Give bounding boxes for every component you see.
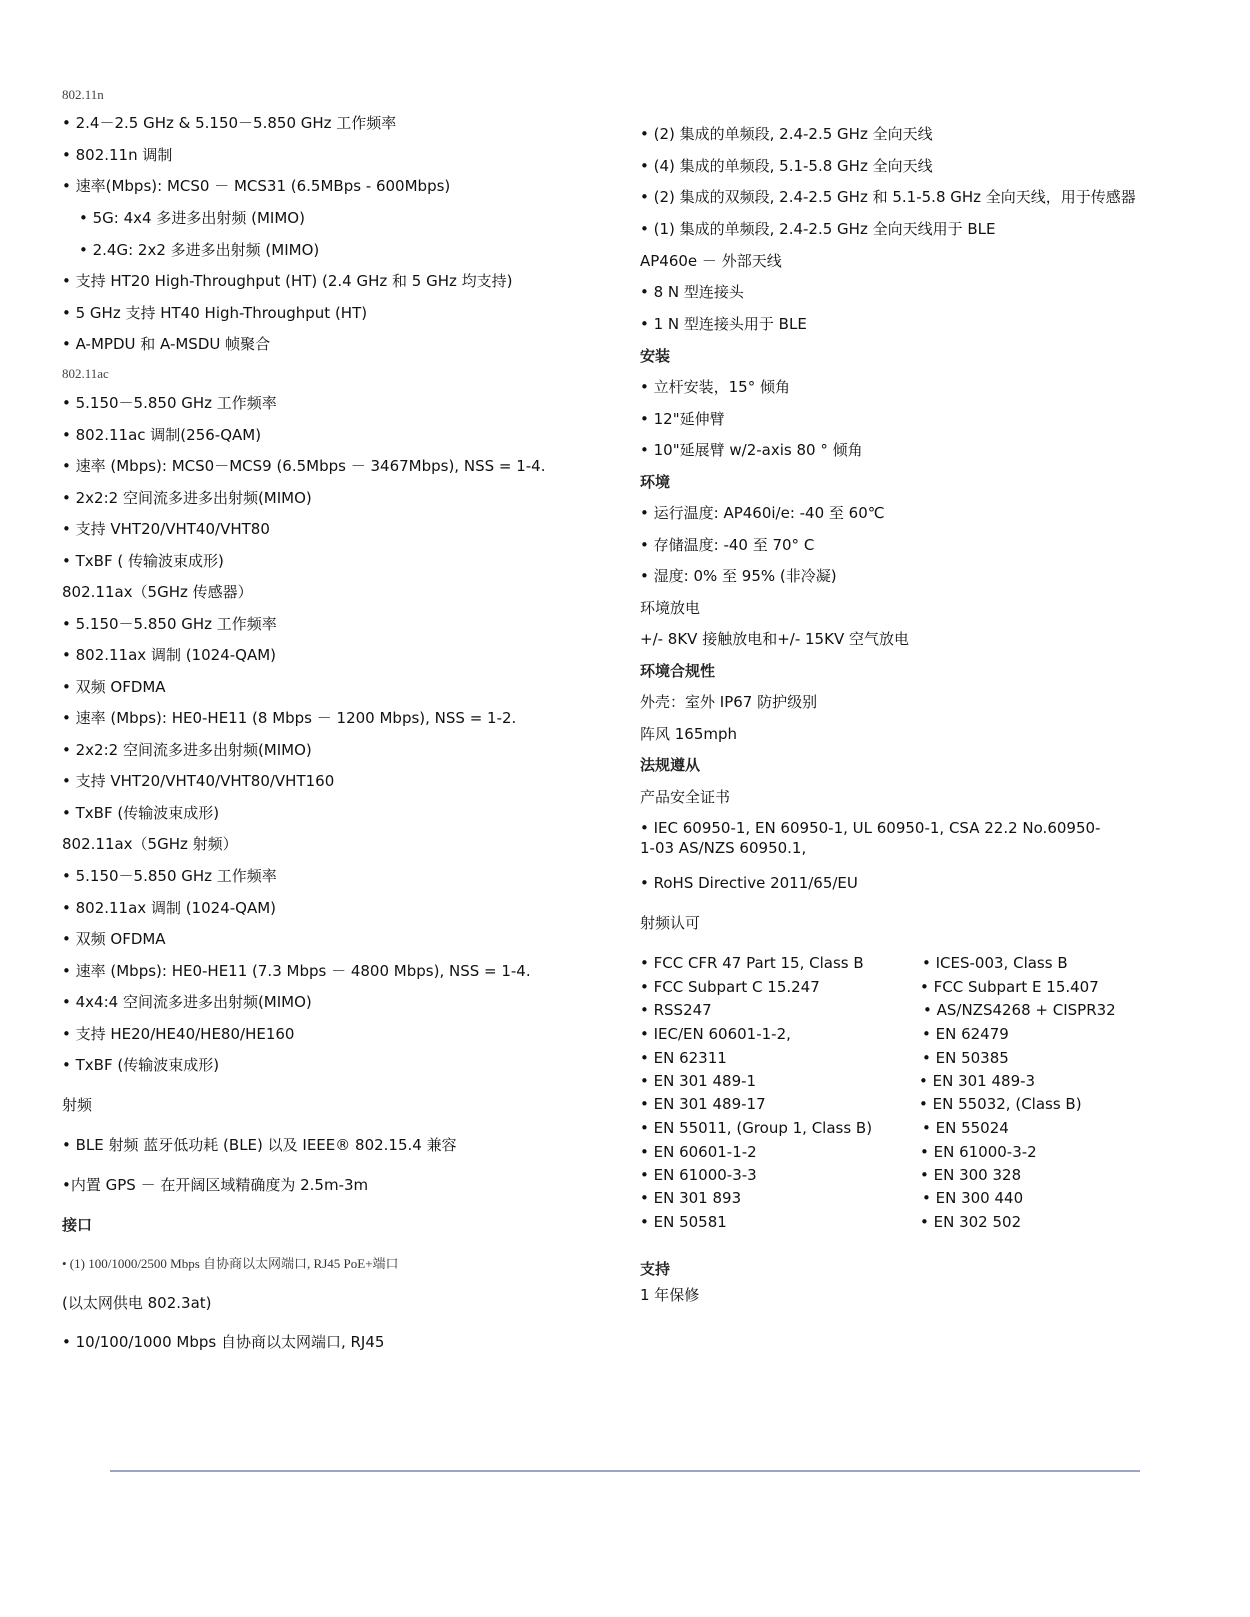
spec-line: • (2) 集成的单频段, 2.4-2.5 GHz 全向天线 bbox=[640, 125, 933, 143]
rf-item: • EN 50385 bbox=[922, 1049, 1009, 1067]
spec-line: • 速率 (Mbps): HE0-HE11 (7.3 Mbps － 4800 Mbps), NSS = 1-4. bbox=[62, 962, 531, 980]
spec-line: • 立杆安装，15° 倾角 bbox=[640, 378, 790, 396]
rf-item: • FCC CFR 47 Part 15, Class B bbox=[640, 954, 864, 972]
section-heading-regulatory: 法规遵从 bbox=[640, 756, 701, 774]
section-label-80211n: 802.11n bbox=[62, 87, 104, 102]
spec-line: +/- 8KV 接触放电和+/- 15KV 空气放电 bbox=[640, 630, 909, 648]
spec-line: • 5.150－5.850 GHz 工作频率 bbox=[62, 615, 277, 633]
spec-line: • 802.11ax 调制 (1024-QAM) bbox=[62, 646, 277, 664]
section-heading-mounting: 安装 bbox=[640, 347, 671, 365]
spec-line: (以太网供电 802.3at) bbox=[62, 1294, 212, 1312]
spec-subline: • 5G: 4x4 多进多出射频 (MIMO) bbox=[79, 209, 305, 227]
rf-item: • RSS247 bbox=[640, 1001, 712, 1019]
section-label-radio: 射频 bbox=[62, 1096, 93, 1114]
section-heading-environment: 环境 bbox=[640, 473, 671, 491]
spec-line: 阵风 165mph bbox=[640, 725, 738, 743]
rf-item: • FCC Subpart E 15.407 bbox=[920, 978, 1099, 996]
rf-item: • EN 301 489-3 bbox=[919, 1072, 1036, 1090]
rf-item: • EN 300 328 bbox=[920, 1166, 1022, 1184]
spec-line: • TxBF (传输波束成形) bbox=[62, 804, 220, 822]
spec-line: • BLE 射频 蓝牙低功耗 (BLE) 以及 IEEE® 802.15.4 兼容 bbox=[62, 1136, 457, 1154]
rf-item: • AS/NZS4268 + CISPR32 bbox=[923, 1001, 1116, 1019]
subheading-rf-approvals: 射频认可 bbox=[640, 914, 701, 932]
rf-item: • EN 61000-3-3 bbox=[640, 1166, 757, 1184]
spec-line: • 2x2:2 空间流多进多出射频(MIMO) bbox=[62, 489, 312, 507]
spec-line: • 802.11ac 调制(256-QAM) bbox=[62, 426, 262, 444]
rf-item: • IEC/EN 60601-1-2, bbox=[640, 1025, 791, 1043]
rf-item: • EN 61000-3-2 bbox=[920, 1143, 1037, 1161]
rf-item: • EN 301 489-17 bbox=[640, 1095, 766, 1113]
section-heading-interfaces: 接口 bbox=[62, 1216, 93, 1234]
spec-line: • 速率 (Mbps): MCS0－MCS9 (6.5Mbps － 3467Mbps), NSS = 1-4. bbox=[62, 457, 546, 475]
spec-line: • 存储温度: -40 至 70° C bbox=[640, 536, 815, 554]
rf-item: • EN 55032, (Class B) bbox=[919, 1095, 1082, 1113]
rf-item: • EN 55024 bbox=[922, 1119, 1009, 1137]
spec-line: • 2x2:2 空间流多进多出射频(MIMO) bbox=[62, 741, 312, 759]
spec-line: • 5 GHz 支持 HT40 High-Throughput (HT) bbox=[62, 304, 368, 322]
spec-line: • 支持 HT20 High-Throughput (HT) (2.4 GHz 和 5 GHz 均支持) bbox=[62, 272, 513, 290]
rf-item: • EN 301 489-1 bbox=[640, 1072, 757, 1090]
spec-line: • 双频 OFDMA bbox=[62, 678, 166, 696]
subheading-ap460e: AP460e － 外部天线 bbox=[640, 252, 782, 270]
spec-line: •内置 GPS － 在开阔区域精确度为 2.5m-3m bbox=[62, 1176, 369, 1194]
spec-line: • TxBF ( 传输波束成形) bbox=[62, 552, 224, 570]
spec-line: • (4) 集成的单频段, 5.1-5.8 GHz 全向天线 bbox=[640, 157, 933, 175]
spec-line: • 2.4－2.5 GHz & 5.150－5.850 GHz 工作频率 bbox=[62, 114, 397, 132]
spec-line: • (2) 集成的双频段, 2.4-2.5 GHz 和 5.1-5.8 GHz 全向天线，用于传感器 bbox=[640, 188, 1136, 206]
rf-item: • EN 55011, (Group 1, Class B) bbox=[640, 1119, 873, 1137]
subheading-safety: 产品安全证书 bbox=[640, 788, 731, 806]
spec-line: • 10"延展臂 w/2-axis 80 ° 倾角 bbox=[640, 441, 863, 459]
spec-line: • 支持 VHT20/VHT40/VHT80 bbox=[62, 520, 270, 538]
section-label-80211ax-sensor: 802.11ax（5GHz 传感器） bbox=[62, 583, 253, 601]
rf-item: • EN 62311 bbox=[640, 1049, 727, 1067]
rf-item: • FCC Subpart C 15.247 bbox=[640, 978, 820, 996]
spec-line: • 10/100/1000 Mbps 自协商以太网端口, RJ45 bbox=[62, 1333, 385, 1351]
spec-line: 外壳：室外 IP67 防护级别 bbox=[640, 693, 818, 711]
rf-item: • EN 301 893 bbox=[640, 1189, 742, 1207]
footer-divider bbox=[110, 1470, 1140, 1472]
spec-line: • A-MPDU 和 A-MSDU 帧聚合 bbox=[62, 335, 271, 353]
spec-line: • (1) 集成的单频段, 2.4-2.5 GHz 全向天线用于 BLE bbox=[640, 220, 996, 238]
rf-item: • ICES-003, Class B bbox=[922, 954, 1068, 972]
spec-line: • RoHS Directive 2011/65/EU bbox=[640, 874, 858, 892]
subheading-discharge: 环境放电 bbox=[640, 599, 701, 617]
spec-line: • 速率(Mbps): MCS0 － MCS31 (6.5MBps - 600Mbps) bbox=[62, 177, 451, 195]
rf-item: • EN 50581 bbox=[640, 1213, 727, 1231]
spec-line: • (1) 100/1000/2500 Mbps 自协商以太网端口, RJ45 PoE+端口 bbox=[62, 1256, 399, 1271]
spec-subline: • 2.4G: 2x2 多进多出射频 (MIMO) bbox=[79, 241, 320, 259]
section-label-80211ax-radio: 802.11ax（5GHz 射频） bbox=[62, 835, 238, 853]
section-heading-support: 支持 bbox=[640, 1260, 671, 1278]
spec-line: • 4x4:4 空间流多进多出射频(MIMO) bbox=[62, 993, 312, 1011]
spec-line: • 802.11ax 调制 (1024-QAM) bbox=[62, 899, 277, 917]
spec-line: • 12"延伸臂 bbox=[640, 410, 725, 428]
spec-line-safety-standards: • IEC 60950-1, EN 60950-1, UL 60950-1, CSA 22.2 No.60950-1-03 AS/NZS 60950.1, bbox=[640, 819, 1101, 857]
spec-line: • 双频 OFDMA bbox=[62, 930, 166, 948]
spec-line: • 湿度: 0% 至 95% (非冷凝) bbox=[640, 567, 837, 585]
spec-line: • TxBF (传输波束成形) bbox=[62, 1056, 220, 1074]
spec-line: • 1 N 型连接头用于 BLE bbox=[640, 315, 807, 333]
rf-item: • EN 302 502 bbox=[920, 1213, 1022, 1231]
rf-item: • EN 300 440 bbox=[922, 1189, 1024, 1207]
spec-line: • 速率 (Mbps): HE0-HE11 (8 Mbps － 1200 Mbps), NSS = 1-2. bbox=[62, 709, 517, 727]
spec-line: • 5.150－5.850 GHz 工作频率 bbox=[62, 867, 277, 885]
spec-line: • 5.150－5.850 GHz 工作频率 bbox=[62, 394, 277, 412]
rf-item: • EN 62479 bbox=[922, 1025, 1009, 1043]
spec-line: • 8 N 型连接头 bbox=[640, 283, 744, 301]
section-heading-env-compliance: 环境合规性 bbox=[640, 662, 716, 680]
spec-line: • 运行温度: AP460i/e: -40 至 60℃ bbox=[640, 504, 885, 522]
spec-line: • 支持 VHT20/VHT40/VHT80/VHT160 bbox=[62, 772, 335, 790]
spec-line: • 802.11n 调制 bbox=[62, 146, 173, 164]
rf-item: • EN 60601-1-2 bbox=[640, 1143, 757, 1161]
warranty-text: 1 年保修 bbox=[640, 1286, 700, 1304]
spec-line: • 支持 HE20/HE40/HE80/HE160 bbox=[62, 1025, 295, 1043]
section-label-80211ac: 802.11ac bbox=[62, 366, 109, 381]
